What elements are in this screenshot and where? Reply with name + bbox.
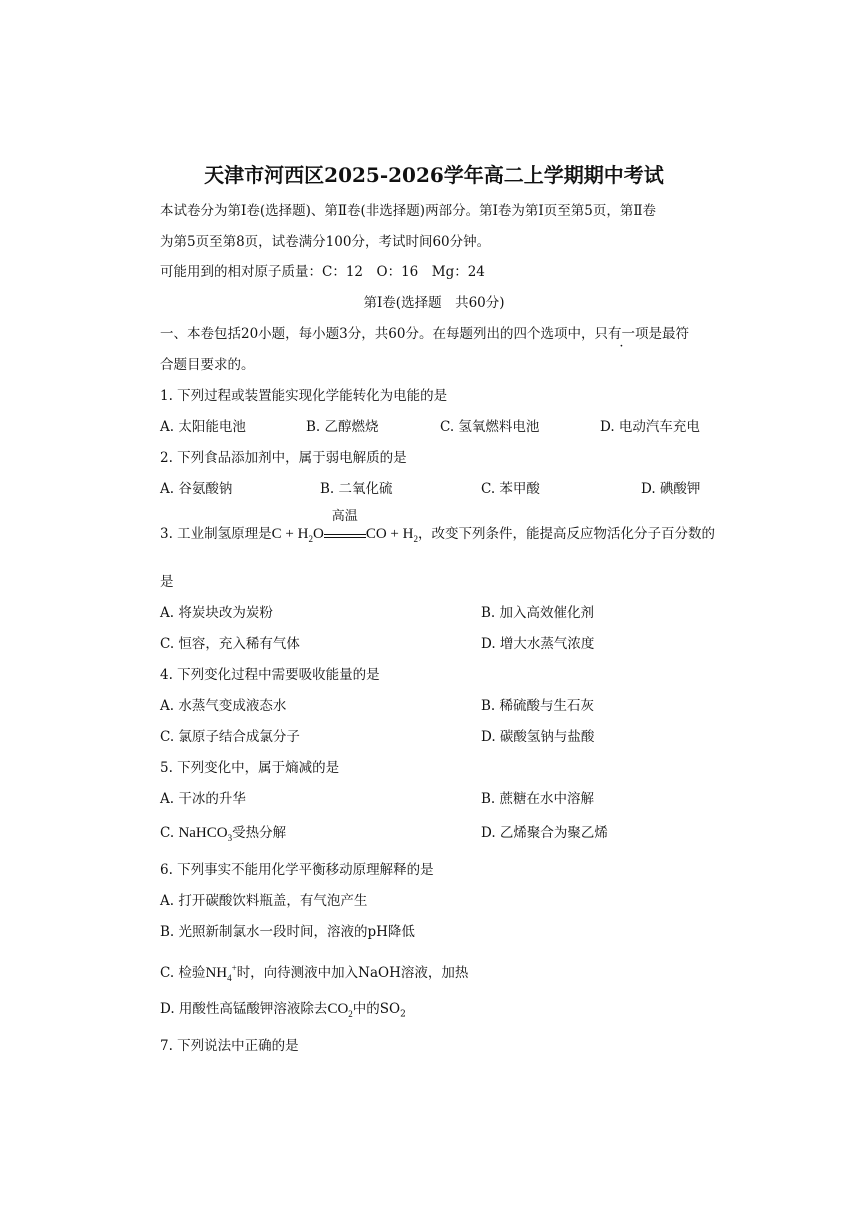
q6-stem: 6. 下列事实不能用化学平衡移动原理解释的是 (160, 862, 434, 878)
formula-product: CO + H (365, 526, 414, 542)
q2-option-d: D. 碘酸钾 (641, 481, 701, 497)
q5-option-d: D. 乙烯聚合为聚乙烯 (481, 825, 608, 841)
instruction-text-end: 是最符 (648, 326, 689, 342)
q7-stem: 7. 下列说法中正确的是 (160, 1038, 299, 1054)
intro-line-2: 为第5页至第8页，试卷满分100分，考试时间60分钟。 (160, 234, 491, 250)
q1-stem: 1. 下列过程或装置能实现化学能转化为电能的是 (160, 388, 448, 404)
q6-option-c (160, 959, 468, 987)
formula-subscript: 3 (227, 833, 233, 843)
q2-option-c: C. 苯甲酸 (481, 481, 540, 497)
q3-stem-post: ，改变下列条件，能提高反应物活化分子百分数的 (417, 526, 715, 542)
q6-option-b: B. 光照新制氯水一段时间，溶液的pH降低 (160, 924, 415, 940)
option-text: C. 检验 (160, 965, 206, 981)
q3-stem-pre: 3. 工业制氢原理是 (160, 526, 272, 542)
q3-option-c: C. 恒容，充入稀有气体 (160, 636, 300, 652)
option-letter: C. (160, 825, 179, 841)
q5-option-a: A. 干冰的升华 (160, 791, 246, 807)
formula-superscript: + (231, 963, 237, 973)
q4-stem: 4. 下列变化过程中需要吸收能量的是 (160, 667, 380, 683)
q3-option-a: A. 将炭块改为炭粉 (160, 605, 273, 621)
section-heading: 第Ⅰ卷(选择题 共60分) (363, 295, 505, 311)
option-text-end: 时，向待测液中加入NaOH溶液，加热 (236, 965, 469, 981)
instruction-emphasis: 只有一项 (594, 326, 649, 342)
q5-formula (178, 825, 232, 841)
formula-subscript: 2 (400, 1009, 406, 1020)
q2-stem: 2. 下列食品添加剂中，属于弱电解质的是 (160, 450, 407, 466)
q4-option-d: D. 碳酸氢钠与盐酸 (481, 729, 595, 745)
atomic-mass-line: 可能用到的相对原子质量：C：12 O：16 Mg：24 (160, 264, 485, 280)
option-text: D. 用酸性高锰酸钾溶液除去 (160, 1001, 328, 1017)
equals-sign-icon (324, 534, 366, 538)
q6-d-formula (327, 1001, 352, 1017)
formula-text: NH (205, 965, 228, 981)
page-title: 天津市河西区2025-2026学年高二上学期期中考试 (204, 163, 664, 187)
reaction-condition: 高温 (331, 508, 358, 523)
q3-stem (160, 508, 715, 548)
q2-option-a: A. 谷氨酸钠 (160, 481, 233, 497)
q5-option-c (160, 824, 286, 847)
formula-subscript: 4 (227, 973, 232, 983)
instruction-text: 一、本卷包括20小题，每小题3分，共60分。在每题列出的四个选项中， (160, 326, 595, 342)
q6-option-a: A. 打开碳酸饮料瓶盖，有气泡产生 (160, 893, 368, 909)
q1-option-c: C. 氢氧燃料电池 (440, 419, 540, 435)
formula-subscript: 2 (348, 1009, 353, 1019)
reaction-condition-arrow (324, 508, 366, 538)
q1-option-d: D. 电动汽车充电 (600, 419, 700, 435)
option-text: 受热分解 (232, 825, 287, 841)
q6-c-formula (205, 965, 236, 981)
q2-option-b: B. 二氧化硫 (320, 481, 393, 497)
q3-option-d: D. 增大水蒸气浓度 (481, 636, 595, 652)
q3-stem-line-2: 是 (160, 574, 174, 590)
q3-reaction-formula (271, 508, 418, 544)
formula-reactant-c: C + H (271, 526, 309, 542)
formula-text: CO (327, 1001, 349, 1017)
option-text-mid: 中的SO (352, 1001, 401, 1017)
formula-text: NaHCO (178, 825, 228, 841)
q5-stem: 5. 下列变化中，属于熵减的是 (160, 760, 340, 776)
formula-subscript: 2 (308, 534, 313, 544)
q4-option-c: C. 氯原子结合成氯分子 (160, 729, 300, 745)
formula-subscript: 2 (413, 534, 418, 544)
q4-option-b: B. 稀硫酸与生石灰 (481, 698, 595, 714)
q6-option-d (160, 1000, 406, 1024)
q1-option-a: A. 太阳能电池 (160, 419, 246, 435)
section-instruction-line-2: 合题目要求的。 (160, 357, 255, 373)
q4-option-a: A. 水蒸气变成液态水 (160, 698, 287, 714)
q1-option-b: B. 乙醇燃烧 (306, 419, 379, 435)
formula-reactant-o: O (312, 526, 324, 542)
q3-option-b: B. 加入高效催化剂 (481, 605, 595, 621)
intro-line-1: 本试卷分为第Ⅰ卷(选择题)、第Ⅱ卷(非选择题)两部分。第Ⅰ卷为第Ⅰ页至第5页，第Ⅱ卷 (160, 203, 657, 219)
section-instruction-line-1 (160, 325, 689, 343)
q5-option-b: B. 蔗糖在水中溶解 (481, 791, 595, 807)
